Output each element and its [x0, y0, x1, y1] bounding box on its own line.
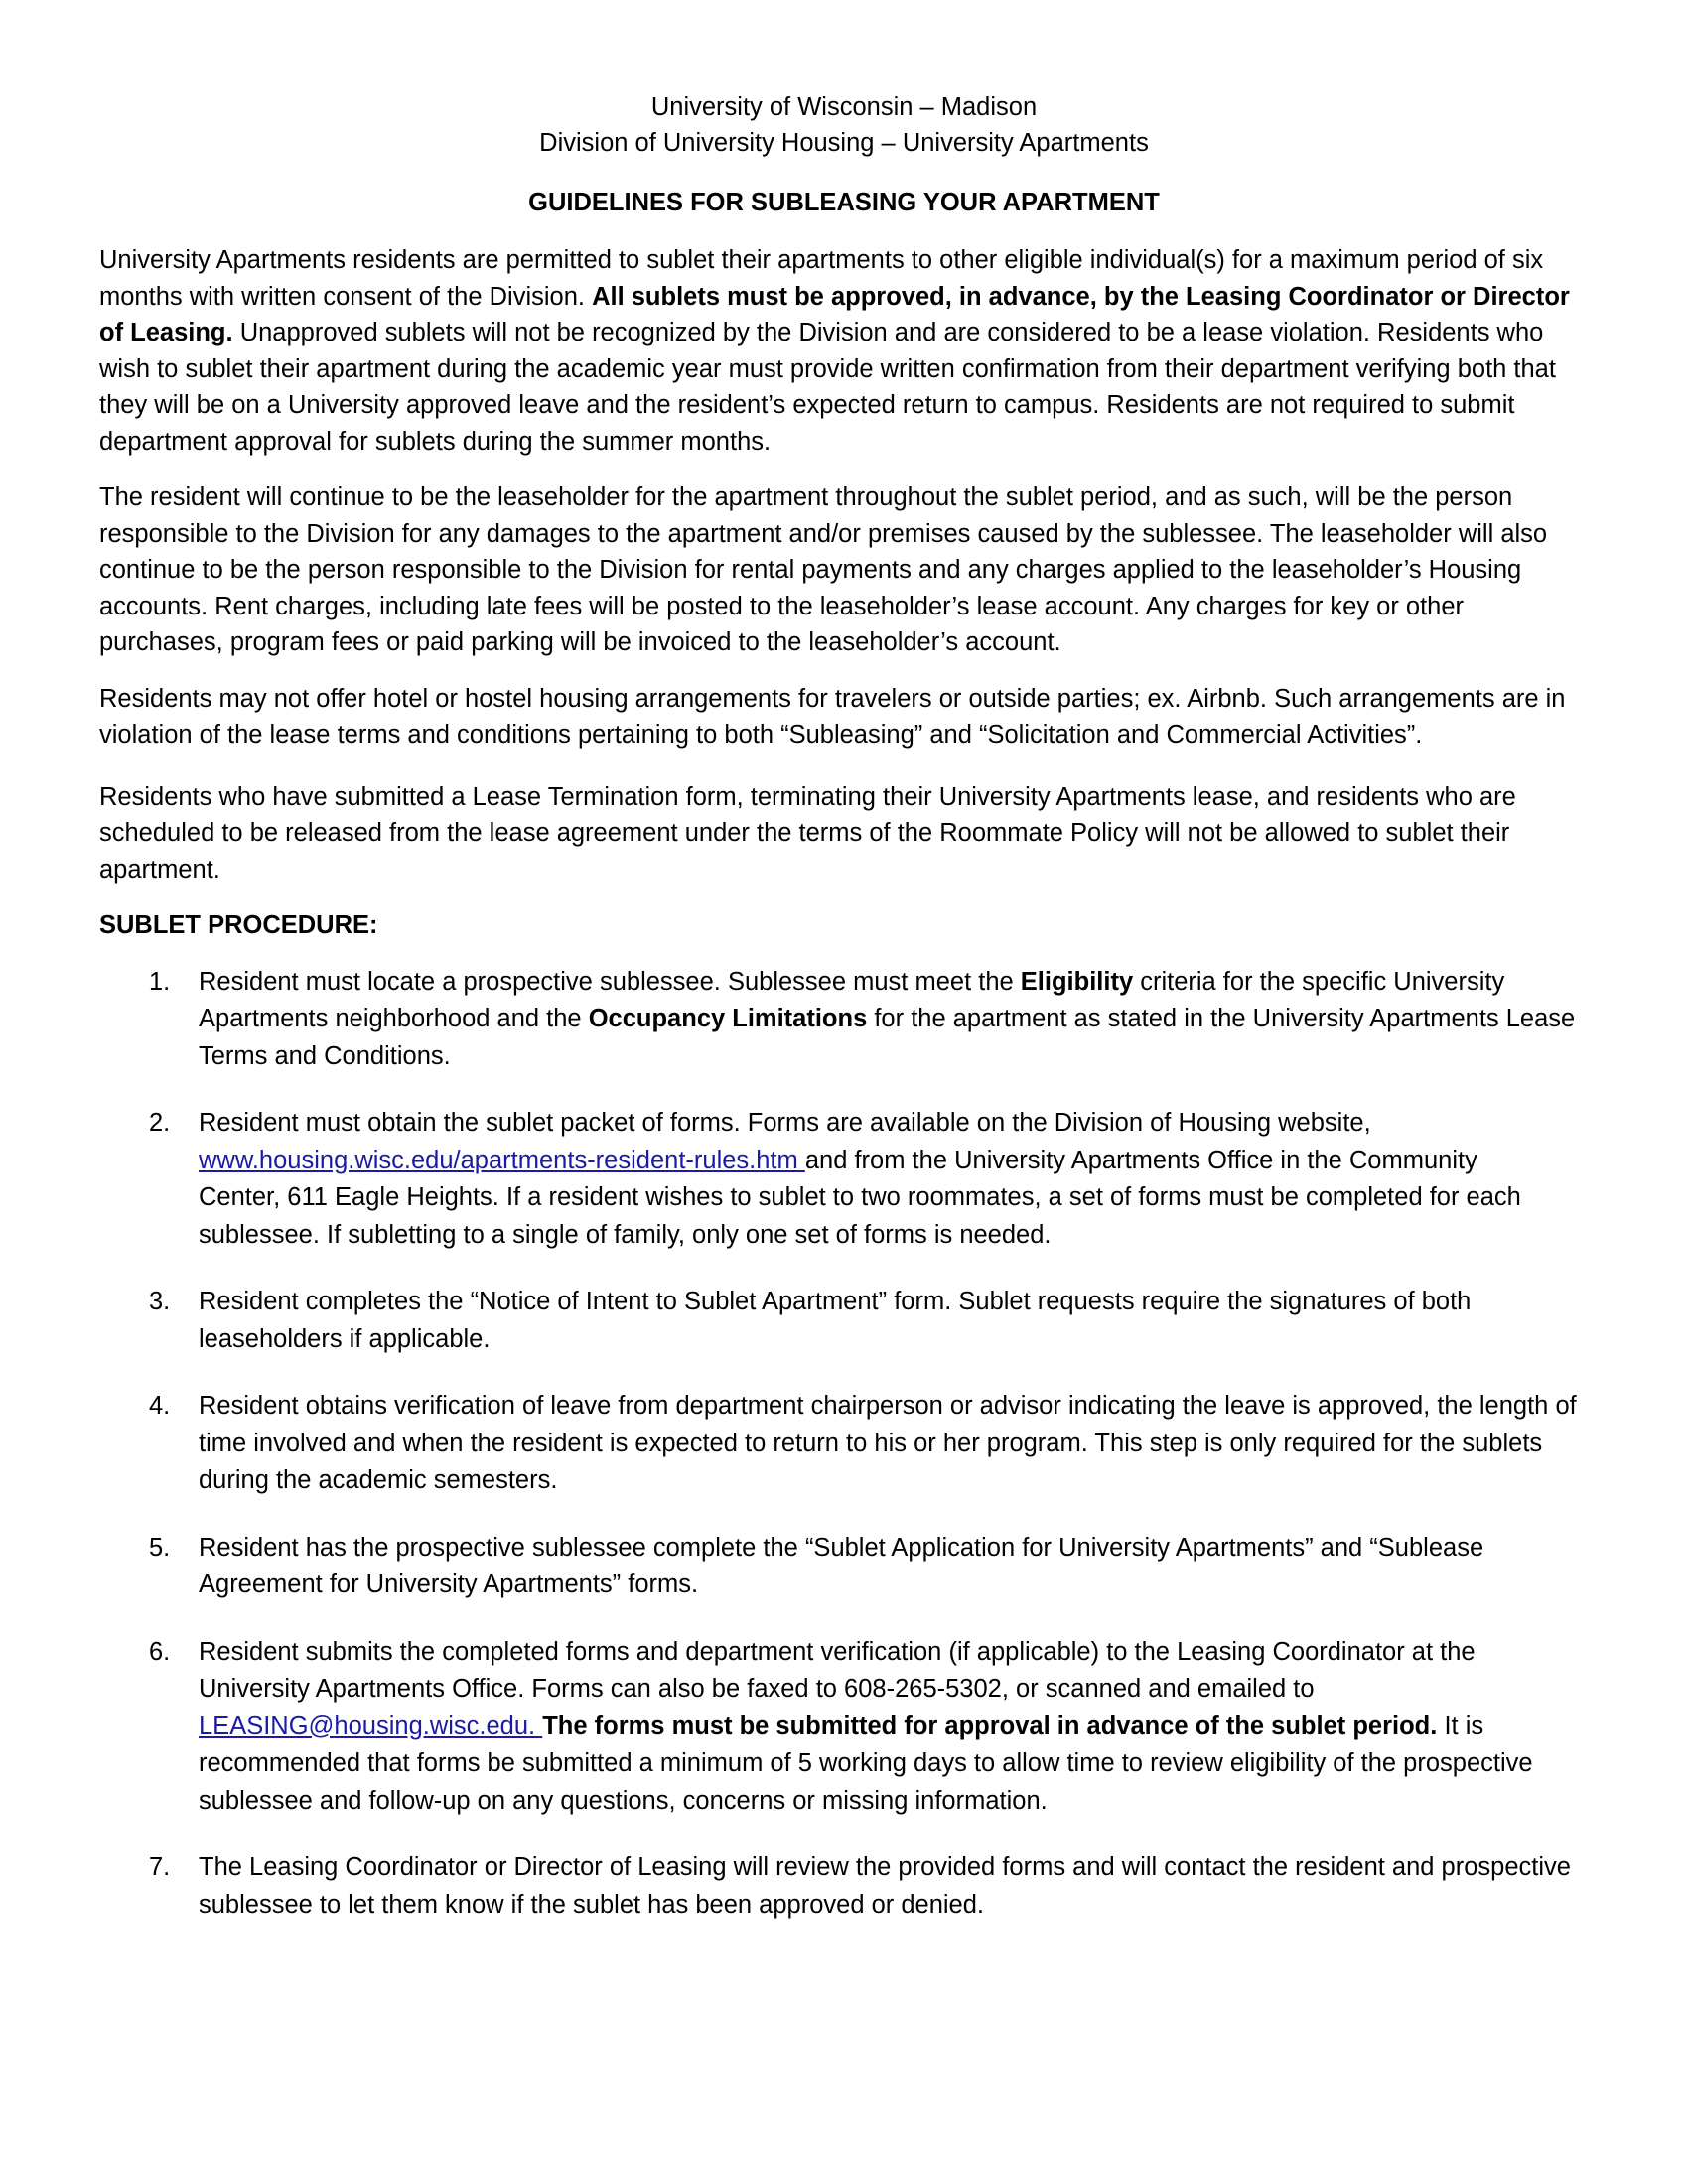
document-body	[99, 89, 1589, 1924]
procedure-step-7	[99, 1849, 1589, 1924]
procedure-step-3	[99, 1284, 1589, 1358]
step-text: recommended that forms be submitted a minimum of 5 working days to allow time to review eligibility of the prospective sublessee and follow-up on any questions, concerns or missing information.	[199, 1749, 1533, 1815]
step-text: criteria for the specific University Apartments neighborhood and the	[199, 967, 1505, 1032]
step-text: Resident completes the “Notice of Intent to Sublet Apartment” form. Sublet requests require the signatures of both leaseholders if applicable.	[199, 1288, 1472, 1353]
document-title: GUIDELINES FOR SUBLEASING YOUR APARTMENT	[528, 189, 1160, 216]
approval-requirement: All sublets must be approved, in advance, by the Leasing Coordinator or Director of Leasing.	[99, 282, 1570, 346]
step-text: for the apartment as stated in the University Apartments Lease Terms and Conditions.	[199, 1005, 1576, 1070]
leasing-email-link[interactable]: LEASING@housing.wisc.edu.	[199, 1711, 543, 1740]
step-text: Resident must locate a prospective sublessee. Sublessee must meet the	[199, 967, 1021, 996]
step-text: Resident has the prospective sublessee complete the “Sublet Application for University Apartments” and “Sublease Agreement for University Apartments” forms.	[199, 1533, 1484, 1598]
step-text: Resident submits the completed forms and department verification (if applicable) to the Leasing Coordinator at the University Apartments Office. Forms can also be faxed to 608-265-5302, or scanned and emailed to	[199, 1637, 1476, 1703]
step-text: and from the University Apartments Office in the Community	[804, 1146, 1477, 1174]
procedure-list	[99, 964, 1589, 1925]
step-text: It is	[1437, 1711, 1484, 1740]
step-text: Resident obtains verification of leave from department chairperson or advisor indicating the leave is approved, the length of time involved and when the resident is expected to return to his or her program. This step is only required for the sublets during the academic semesters.	[199, 1392, 1577, 1494]
intro-paragraph-1	[99, 242, 1589, 460]
division-name: Division of University Housing – University Apartments	[539, 129, 1149, 157]
procedure-step-5	[99, 1530, 1589, 1604]
step-text: Resident must obtain the sublet packet of forms. Forms are available on the Division of Housing website,	[199, 1109, 1371, 1137]
intro-paragraph-4: Residents who have submitted a Lease Termination form, terminating their University Apartments lease, and residents who are scheduled to be released from the lease agreement under the terms of the Roommate Policy will not be allowed to sublet their apartment.	[99, 782, 1516, 884]
intro-text: University Apartments residents are permitted to sublet their apartments to other eligible individual(s) for a maximum period of six months with written consent of the Division.	[99, 246, 1544, 311]
procedure-step-6	[99, 1634, 1589, 1821]
intro-paragraph-2: The resident will continue to be the leaseholder for the apartment throughout the sublet period, and as such, will be the person responsible to the Division for any damages to the apartment and/or premises caused by the sublessee. The leaseholder will also continue to be the person responsible to the Division for rental payments and any charges applied to the leaseholder’s Housing accounts. Rent charges, including late fees will be posted to the leaseholder’s lease account. Any charges for key or other purchases, program fees or paid parking will be invoiced to the leaseholder’s account.	[99, 483, 1548, 656]
eligibility-term: Eligibility	[1020, 967, 1134, 996]
step-number: 4.	[149, 1392, 171, 1420]
procedure-heading: SUBLET PROCEDURE:	[99, 911, 378, 939]
intro-paragraph-3: Residents may not offer hotel or hostel housing arrangements for travelers or outside parties; ex. Airbnb. Such arrangements are in violation of the lease terms and conditions pertaining to both “Subleasing” and “Solicitation and Commercial Activities”.	[99, 684, 1566, 749]
procedure-step-1	[99, 964, 1589, 1076]
occupancy-limitations-term: Occupancy Limitations	[588, 1005, 868, 1032]
submission-requirement: The forms must be submitted for approval in advance of the sublet period.	[542, 1711, 1438, 1740]
housing-rules-link[interactable]: www.housing.wisc.edu/apartments-resident-rules.htm	[199, 1146, 805, 1174]
procedure-step-4	[99, 1388, 1589, 1500]
step-text: The Leasing Coordinator or Director of Leasing will review the provided forms and will contact the resident and prospective sublessee to let them know if the sublet has been approved or denied.	[199, 1853, 1571, 1919]
step-number: 3.	[149, 1288, 171, 1315]
step-number: 7.	[149, 1853, 171, 1881]
step-text: Center, 611 Eagle Heights. If a resident wishes to sublet to two roommates, a set of forms must be completed for each sublessee. If subletting to a single of family, only one set of forms is needed.	[199, 1183, 1521, 1249]
procedure-step-2	[99, 1105, 1589, 1254]
step-number: 2.	[149, 1109, 171, 1137]
intro-text: Unapproved sublets will not be recognized by the Division and are considered to be a lease violation. Residents who wish to sublet their apartment during the academic year must provide written confirmation from their department verifying both that they will be on a University approved leave and the resident’s expected return to campus. Residents are not required to submit department approval for sublets during the summer months.	[99, 319, 1556, 456]
step-number: 6.	[149, 1637, 171, 1666]
institution-name: University of Wisconsin – Madison	[650, 93, 1038, 121]
step-number: 1.	[149, 967, 171, 996]
step-number: 5.	[149, 1533, 171, 1562]
